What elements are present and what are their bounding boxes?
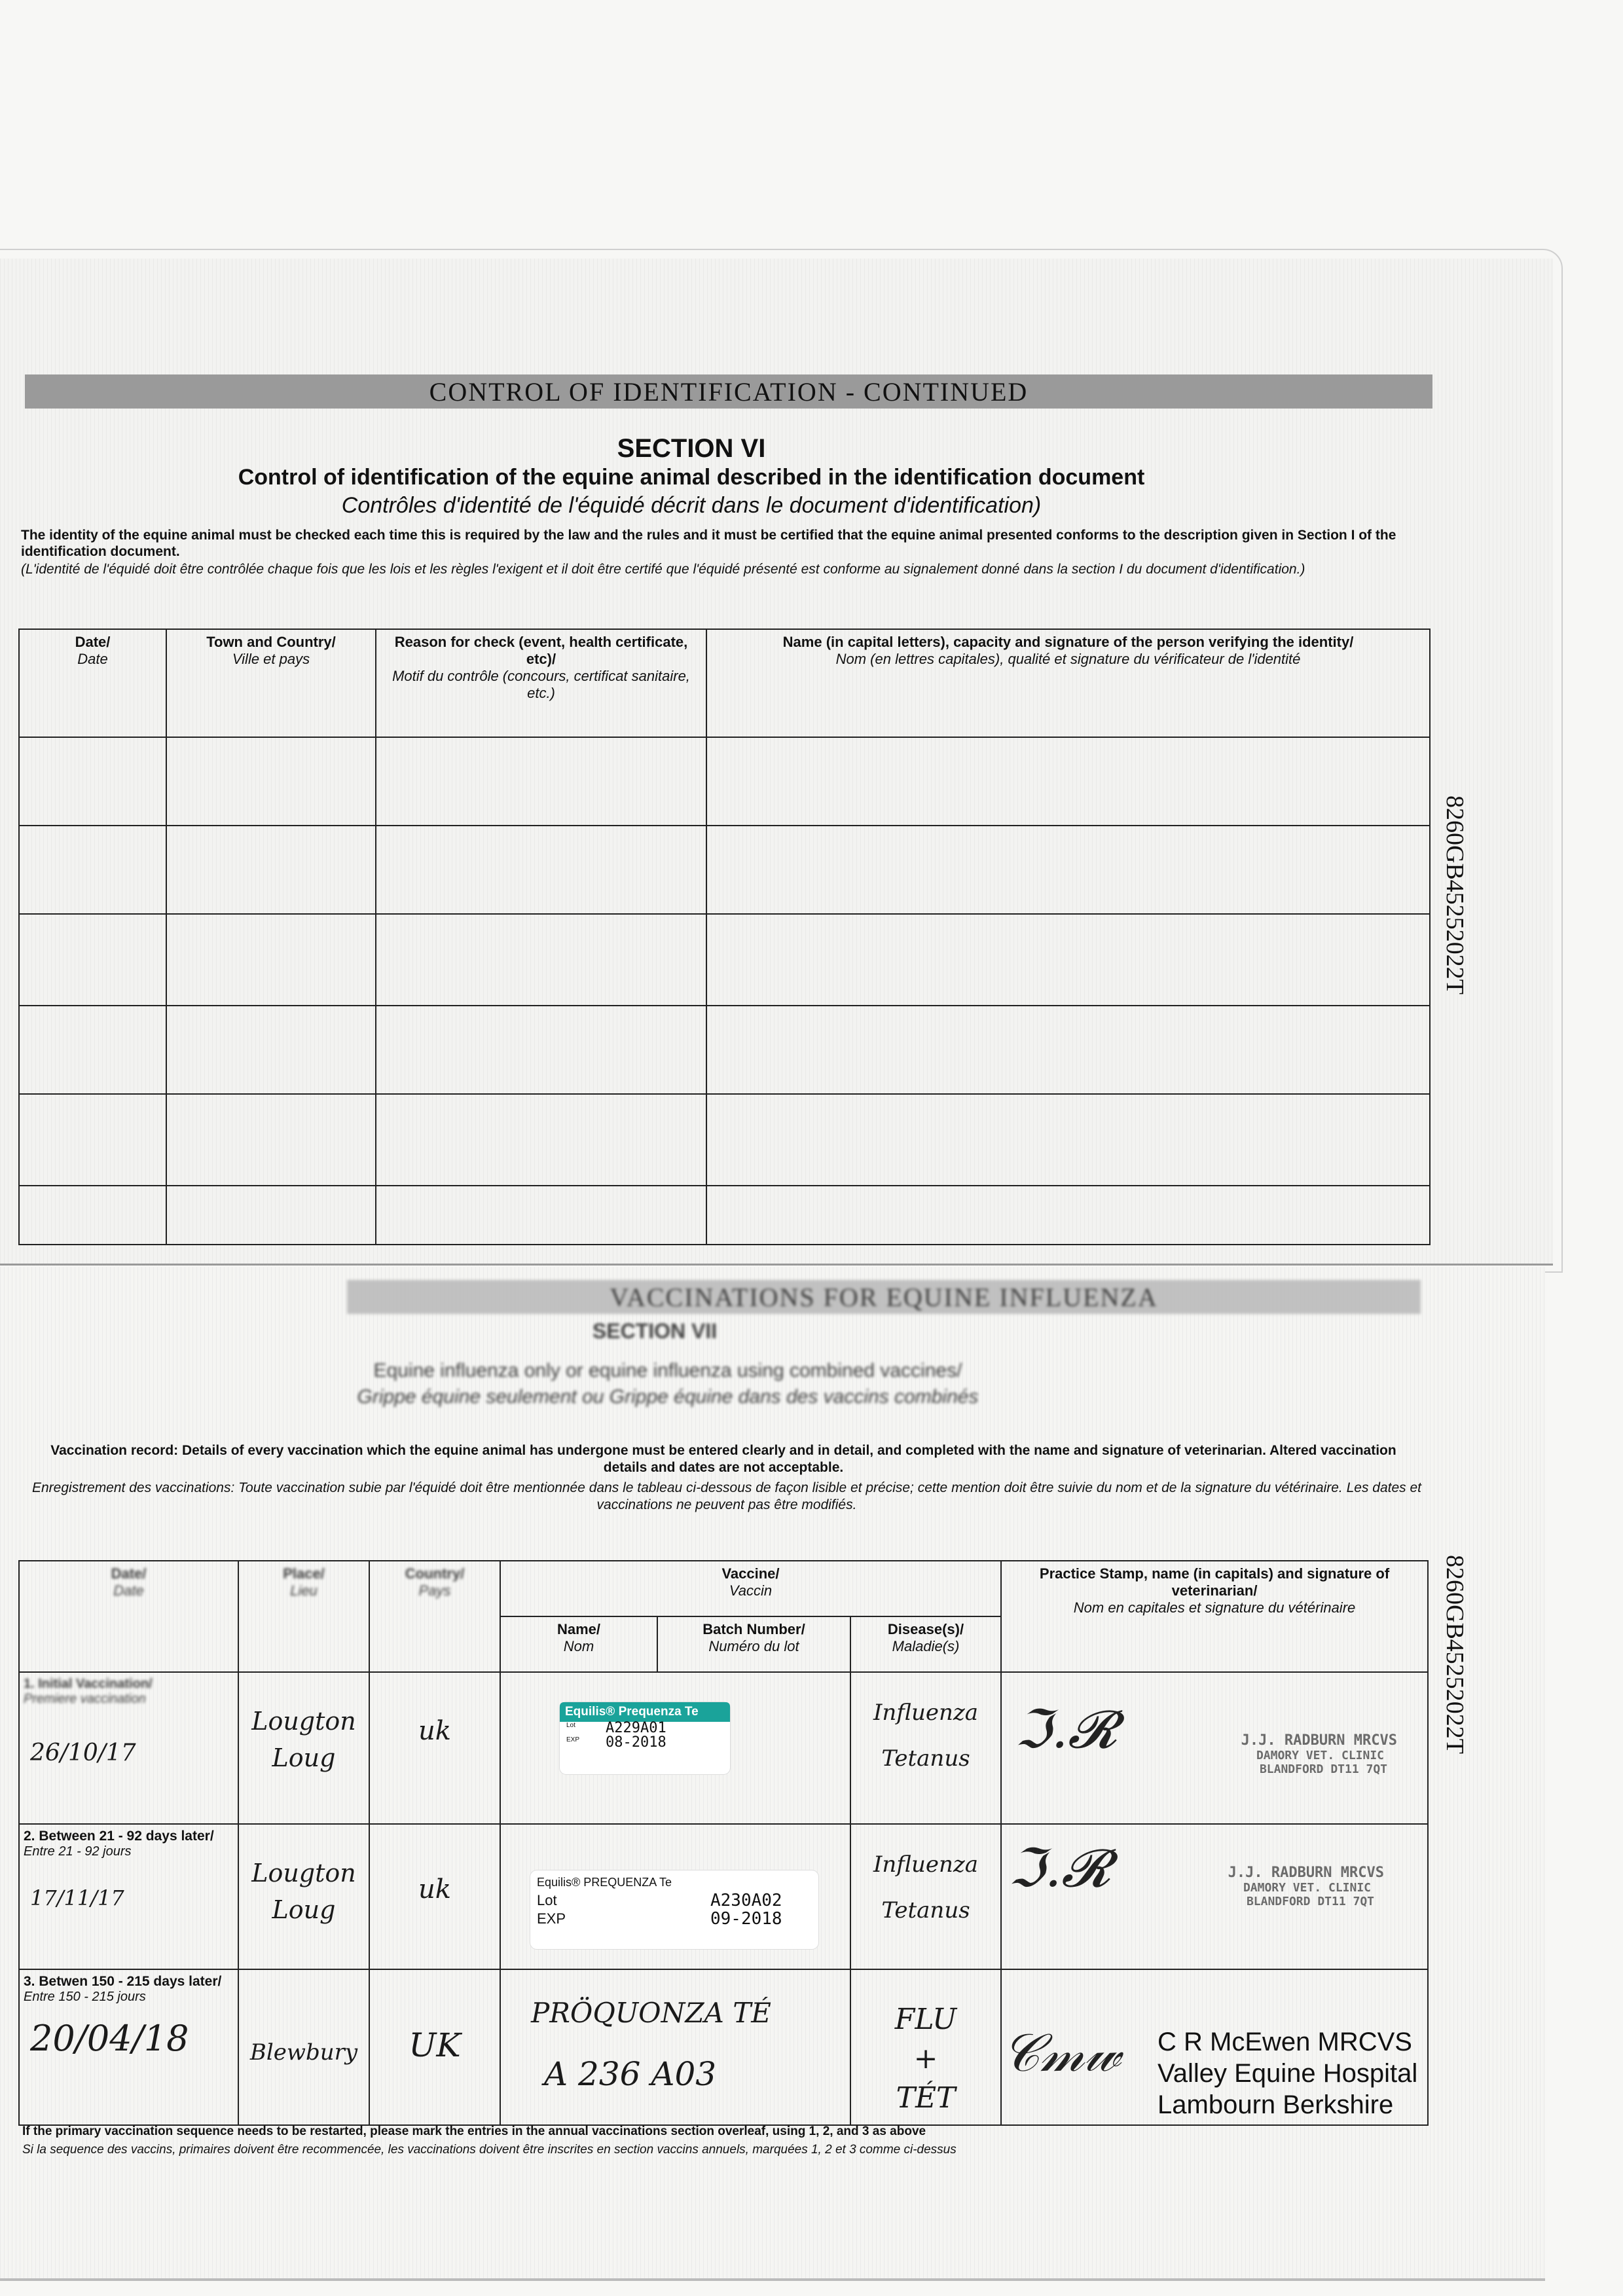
stamp-name: J.J. RADBURN MRCVS: [1228, 1865, 1385, 1881]
table-row: [19, 826, 1430, 914]
sticker-lot-label: Lot: [537, 1892, 557, 1908]
date-entry: 20/04/18: [30, 2018, 189, 2059]
section-vi-subtitle-fr: Contrôles d'identité de l'équidé décrit dans le document d'identification): [341, 493, 1042, 518]
sticker-exp-label: EXP: [537, 1910, 566, 1927]
stamp-practice: Valley Equine Hospital: [1158, 2059, 1418, 2088]
place-entry: Lougton Loug: [251, 1707, 356, 1772]
stamp-clinic: DAMORY VET. CLINIC: [1256, 1749, 1385, 1762]
section-vii-subtitle-fr: Grippe équine seulement ou Grippe équine dans des vaccins combinés: [357, 1386, 979, 1408]
banner-title: VACCINATIONS FOR EQUINE INFLUENZA: [610, 1282, 1158, 1312]
section-vi-title: SECTION VI: [617, 434, 766, 463]
footer-note-fr: Si la sequence des vaccins, primaires doivent être recommencée, les vaccinations doivent être inscrites en section vaccins annuels, marquées 1, 2 et 3 comme ci-dessus: [22, 2143, 957, 2157]
col-reason: Reason for check (event, health certificate, etc)/ Motif du contrôle (concours, certificat sanitaire, etc.): [376, 629, 706, 737]
table-row: [19, 914, 1430, 1006]
banner-title: CONTROL OF IDENTIFICATION - CONTINUED: [429, 376, 1029, 407]
col-practice-stamp: Practice Stamp, name (in capitals) and signature of veterinarian/ Nom en capitales et signature du vétérinaire: [1001, 1561, 1428, 1672]
date-entry: 17/11/17: [30, 1886, 124, 1910]
col-place: Place/ Lieu: [238, 1561, 369, 1672]
col-vaccine-name: Name/ Nom: [500, 1616, 657, 1672]
place-entry: Blewbury: [249, 2039, 358, 2066]
vet-signature: ℑ.𝓡: [1015, 1699, 1117, 1760]
disease-entry: FLU + TÉT: [894, 2003, 957, 2115]
col-date: Date/ Date: [19, 1561, 238, 1672]
stamp-address: BLANDFORD DT11 7QT: [1259, 1762, 1388, 1776]
table-row: [19, 1186, 1430, 1245]
col-town-country: Town and Country/ Ville et pays: [166, 629, 376, 737]
disease-entry: Influenza Tetanus: [873, 1851, 979, 1923]
country-cell: [369, 1824, 500, 1969]
stamp-name: C R McEwen MRCVS: [1158, 2028, 1412, 2056]
sticker-exp-label: EXP: [566, 1736, 580, 1743]
section-vii-title: SECTION VII: [592, 1319, 718, 1343]
sticker-brand: Equilis® Prequenza Te: [560, 1702, 730, 1722]
section-vii-intro-fr: Enregistrement des vaccinations: Toute vaccination subie par l'équidé doit être mentionnée dans le tableau ci-dessous de façon lisible et précise; cette mention doit être suivie du nom et de la signature du vétérinaire. Les dates et vaccinations ne peuvent pas être modifiés.: [32, 1480, 1421, 1512]
sticker-lot-label: Lot: [566, 1722, 575, 1729]
sticker-exp: 09-2018: [710, 1909, 782, 1929]
table-row: [19, 1824, 1428, 1969]
section-vi-subtitle-en: Control of identification of the equine animal described in the identification document: [238, 465, 1145, 490]
country-entry: uk: [418, 1716, 451, 1746]
disease-cell: [850, 1969, 1001, 2125]
table-row: [19, 737, 1430, 826]
section-vi-intro-en: The identity of the equine animal must be checked each time this is required by the law and the rules and it must be certified that the equine animal presented conforms to the description given in Section I of the identification document.: [21, 528, 1396, 559]
sticker-brand: Equilis® PREQUENZA Te: [537, 1876, 672, 1889]
section-vi-intro-fr: (L'identité de l'équidé doit être contrôlée chaque fois que les lois et les règles l'exigent et il doit être certifé que l'équidé présenté est conforme au signalement donné dans la section I du document d'identification.): [21, 562, 1305, 577]
passport-serial-number: 8260GB45252022T: [1441, 795, 1468, 994]
table-row: [19, 1672, 1428, 1824]
place-cell: [238, 1969, 369, 2125]
stamp-address: BLANDFORD DT11 7QT: [1246, 1895, 1375, 1908]
passport-serial-number: 8260GB45252022T: [1441, 1555, 1468, 1754]
table-row: [19, 1006, 1430, 1094]
col-date: Date/ Date: [19, 629, 166, 737]
stamp-name: J.J. RADBURN MRCVS: [1241, 1732, 1398, 1749]
vaccine-hand-cell: [500, 1969, 850, 2125]
table-row: [19, 1094, 1430, 1186]
vaccine-name-entry: PRÖQUONZA TÉ: [531, 1997, 771, 2029]
vet-signature: 𝒞𝓂𝓌: [1002, 2022, 1121, 2083]
country-cell: [369, 1672, 500, 1824]
col-country: Country/ Pays: [369, 1561, 500, 1672]
row-label: 1. Initial Vaccination/ Premiere vaccination 26/10/17: [19, 1672, 238, 1824]
vaccine-sticker: [560, 1702, 730, 1774]
section-vii-subtitle-en: Equine influenza only or equine influenza using combined vaccines/: [373, 1360, 962, 1381]
col-disease: Disease(s)/ Maladie(s): [850, 1616, 1001, 1672]
row-label: 3. Betwen 150 - 215 days later/ Entre 150 - 215 jours 20/04/18: [19, 1969, 238, 2125]
vaccine-sticker: [530, 1870, 818, 1949]
section-vi-banner: [25, 374, 1432, 409]
vaccination-table: [18, 1560, 1429, 2126]
table-header-row: [19, 1561, 1428, 1616]
stamp-cell: [1001, 1969, 1428, 2125]
stamp-cell: [1001, 1672, 1428, 1824]
identity-check-table: [18, 629, 1431, 1245]
section-vii-intro-en: Vaccination record: Details of every vaccination which the equine animal has undergone must be entered clearly and in detail, and completed with the name and signature of veterinarian. Altered vaccination details and dates are not acceptable.: [50, 1443, 1396, 1475]
footer-note-en: If the primary vaccination sequence needs to be restarted, please mark the entries in the annual vaccinations section overleaf, using 1, 2, and 3 as above: [22, 2124, 926, 2138]
stamp-address: Lambourn Berkshire: [1158, 2090, 1394, 2119]
stamp-clinic: DAMORY VET. CLINIC: [1243, 1881, 1372, 1895]
batch-number-entry: A 236 A03: [544, 2055, 717, 2093]
sticker-lot: A229A01: [606, 1720, 666, 1736]
col-vaccine: Vaccine/ Vaccin: [500, 1561, 1001, 1616]
row-label: 2. Between 21 - 92 days later/ Entre 21 - 92 jours 17/11/17: [19, 1824, 238, 1969]
section-vi-page: [0, 259, 1553, 1266]
col-verifier: Name (in capital letters), capacity and signature of the person verifying the identity/ Nom (en lettres capitales), qualité et signature du vérificateur de l'identité: [706, 629, 1430, 737]
country-cell: [369, 1969, 500, 2125]
disease-cell: [850, 1824, 1001, 1969]
place-cell: [238, 1824, 369, 1969]
vet-signature: ℑ.𝓡: [1008, 1838, 1110, 1899]
table-header-row: [19, 629, 1430, 737]
disease-entry: Influenza Tetanus: [873, 1700, 979, 1772]
table-row: [19, 1969, 1428, 2125]
country-entry: uk: [418, 1874, 451, 1904]
col-batch-number: Batch Number/ Numéro du lot: [657, 1616, 850, 1672]
sticker-lot: A230A02: [710, 1891, 782, 1910]
vaccine-sticker-cell: [500, 1824, 850, 1969]
place-cell: [238, 1672, 369, 1824]
stamp-cell: [1001, 1824, 1428, 1969]
date-entry: 26/10/17: [30, 1740, 136, 1766]
place-entry: Lougton Loug: [251, 1859, 356, 1924]
disease-cell: [850, 1672, 1001, 1824]
sticker-exp: 08-2018: [606, 1734, 666, 1751]
section-vii-banner: [347, 1280, 1421, 1314]
vaccine-sticker-cell: [500, 1672, 850, 1824]
country-entry: UK: [409, 2026, 461, 2064]
section-vii-page: [0, 1267, 1545, 2281]
